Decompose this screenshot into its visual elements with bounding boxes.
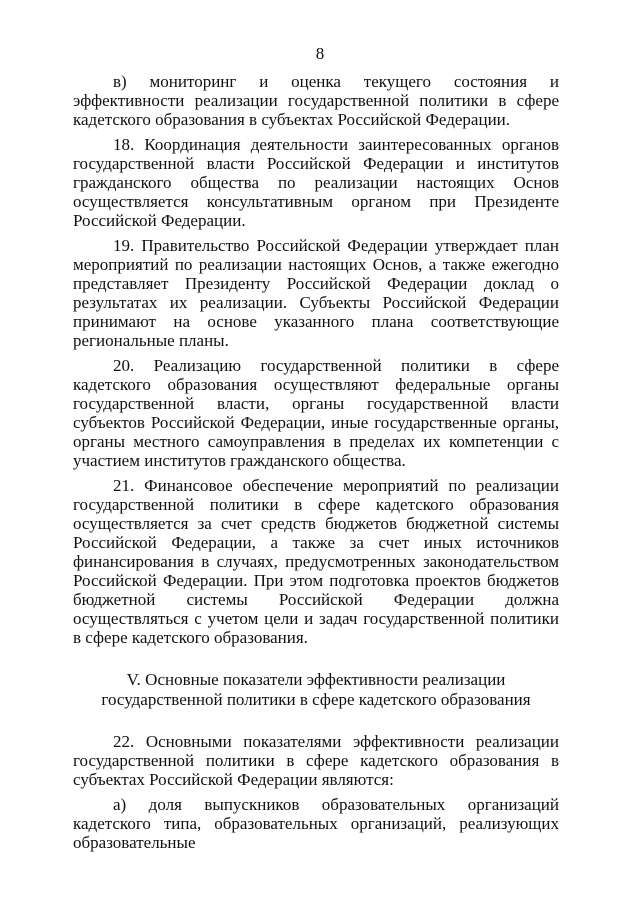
paragraph-18: 18. Координация деятельности заинтересованных органов государственной власти Российской Федерации и институтов гражданского общества по реализации настоящих Основ осуществляется консультативным органом при Президенте Российской Федерации.: [73, 135, 559, 230]
paragraph-19: 19. Правительство Российской Федерации утверждает план мероприятий по реализации настоящих Основ, а также ежегодно представляет Президенту Российской Федерации доклад о результатах их реализации. Субъекты Российской Федерации принимают на основе указанного плана соответствующие региональные планы.: [73, 236, 559, 350]
page-number: 8: [315, 44, 325, 63]
section-heading-line-2: государственной политики в сфере кадетского образования: [101, 690, 531, 709]
paragraph-22a: а) доля выпускников образовательных организаций кадетского типа, образовательных организаций, реализующих образовательные: [73, 795, 559, 852]
section-heading: [73, 670, 559, 710]
paragraph-20: 20. Реализацию государственной политики в сфере кадетского образования осуществляют федеральные органы государственной власти, органы государственной власти субъектов Российской Федерации, иные государственные органы, органы местного самоуправления в пределах их компетенции с участием институтов гражданского общества.: [73, 356, 559, 470]
paragraph-22: 22. Основными показателями эффективности реализации государственной политики в сфере кадетского образования в субъектах Российской Федерации являются:: [73, 732, 559, 789]
section-heading-line-1: V. Основные показатели эффективности реализации: [126, 670, 506, 689]
document-body: [73, 72, 559, 858]
paragraph-monitoring: в) мониторинг и оценка текущего состояния и эффективности реализации государственной политики в сфере кадетского образования в субъектах Российской Федерации.: [73, 72, 559, 129]
paragraph-21: 21. Финансовое обеспечение мероприятий по реализации государственной политики в сфере кадетского образования осуществляется за счет средств бюджетов бюджетной системы Российской Федерации, а также за счет иных источников финансирования в случаях, предусмотренных законодательством Российской Федерации. При этом подготовка проектов бюджетов бюджетной системы Российской Федерации должна осуществляться с учетом цели и задач государственной политики в сфере кадетского образования.: [73, 476, 559, 647]
